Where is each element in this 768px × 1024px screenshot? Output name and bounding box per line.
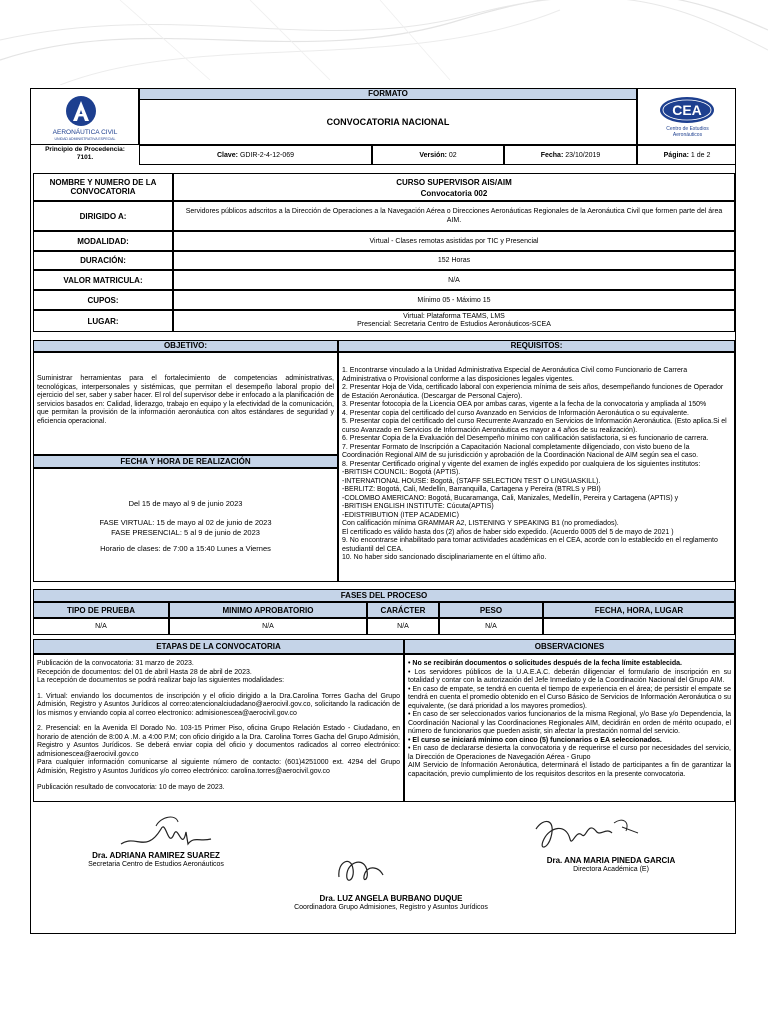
- observacion-text: En caso de empate, se tendrá en cuenta el tiempo de experiencia en el área; de persistir el empate se tendrá en cuenta el promedio obtenido en el Curso Básico de Servicios de Información Aeronáutica o su equivalente, (se dará prioridad a los mayores promedios).: [408, 685, 731, 710]
- horario-clases: Horario de clases: de 7:00 a 15:40 Lunes a Viernes: [100, 544, 271, 553]
- dirigido-value: Servidores públicos adscritos a la Dirección de Operaciones a la Navegación Aérea o Direcciones Aeronáuticas Regionales de la Aeronáutica Civil que formen parte del área AIM.: [173, 201, 735, 231]
- observacion-text: AIM Servicio de Información Aeronáutica, determinará el listado de participantes a fin de garantizar la capacitación, previo cumplimiento de los requisitos descritos en la presente convocatoria.: [408, 762, 731, 778]
- etapa-modalidades: La recepción de documentos se podrá realizar bajo las siguientes modalidades:: [37, 677, 285, 684]
- cupos-label: CUPOS:: [33, 290, 173, 310]
- fases-value-peso: N/A: [439, 618, 543, 635]
- etapas-title: ETAPAS DE LA CONVOCATORIA: [33, 639, 404, 654]
- observacion-text: En caso de ser seleccionados varios funcionarios de la misma Regional, y/o Base y/o Dependencia, la Coordinación Nacional y las Coordinaciones Regionales AIM, decidirán en orden de mérito ocupado, el número de funcionarios que pueden asistir, sin afectar la prestación normal del servicio.: [408, 711, 731, 735]
- requisito-item: 4. Presentar copia del certificado del curso Avanzado en Servicios de Información Aeronáutica o su equivalente.: [342, 409, 689, 417]
- clave-cell: [139, 145, 372, 165]
- valor-label: VALOR MATRICULA:: [33, 270, 173, 290]
- fases-header-fecha: FECHA, HORA, LUGAR: [543, 602, 735, 618]
- observacion-text: No se recibirán documentos o solicitudes después de la fecha límite establecida.: [412, 660, 682, 667]
- etapa-virtual: 1. Virtual: enviando los documentos de inscripción y el oficio dirigido a la Dra.Carolina Torres Gacha del Grupo Admisión, Registro y Asuntos Jurídicos al correo:atencionalciudadano@aerocivil.gov.co, solicitando la radicación de los mismos y enviando copia al correo electronico: admisionescea@aerocivil.gov.co: [37, 692, 400, 717]
- cea-logo-acronym: CEA: [672, 102, 702, 118]
- fecha-realizacion-title: FECHA Y HORA DE REALIZACIÓN: [33, 455, 338, 468]
- firma-burbano-name: Dra. LUZ ANGELA BURBANO DUQUE: [319, 894, 463, 903]
- objetivo-text: Suministrar herramientas para el fortalecimiento de competencias administrativas, tecnológicas, interpersonales y sistémicas, que permitan el desempeño laboral propio del ejercicio del ser, saber y saber hacer. El rol del supervisor debe ir enfocado a la planificación de servicios basados en: Calidad, liderazgo, trabajo en equipo y la efectividad de la comunicación, que permitan la provisión de la información aeronáutica con altos estándares de seguridad y eficiencia operacional.: [33, 352, 338, 455]
- fecha-label: Fecha:: [540, 151, 564, 159]
- fases-header-tipo: TIPO DE PRUEBA: [33, 602, 169, 618]
- requisito-item: 3. Presentar fotocopia de la Licencia OEA por ambas caras, vigente a la fecha de la convocatoria y ampliada al 150%: [342, 401, 707, 408]
- lugar-presencial: Presencial: Secretaria Centro de Estudios Aeronáuticos-SCEA: [357, 321, 551, 328]
- observaciones-cell: [404, 654, 735, 802]
- observacion-item: • No se recibirán documentos o solicitudes después de la fecha límite establecida.: [408, 660, 682, 667]
- principio-cell: [31, 145, 139, 165]
- etapa-presencial: 2. Presencial: en la Avenida El Dorado No. 103-15 Primer Piso, oficina Grupo Relación Estado - Ciudadano, en horario de atención de 8:00 A .M. a 4:00 P.M; con oficio dirigido a la Dra. Carolina Torres Gacha del Grupo Admisión, Registro y Asuntos Jurídicos. Se deberá enviar copia del oficio y documentos radicados al correo electrónico: admisionescea@aerocivil.gov.co: [37, 725, 400, 758]
- principio-label: Principio de Procedencia:: [45, 146, 125, 153]
- signature-burbano-icon: [331, 847, 391, 889]
- curso-cell: [173, 173, 735, 201]
- requisito-item: 5. Presentar copia del certificado del curso Recurrente Avanzado en Servicios de Información Aeronáutica. (Esto aplica.Si el curso Avanzado en Servicios de Información Aeronáutica es mayor a 4 años de su realización).: [342, 418, 727, 434]
- observacion-item: • El curso se iniciará mínimo con cinco (5) funcionarios o EA seleccionados.: [408, 736, 662, 744]
- requisito-item: 1. Encontrarse vinculado a la Unidad Administrativa Especial de Aeronáutica Civil como Funcionario de Carrera Administrativa o Provisional conforme a las disposiciones legales vigentes.: [342, 367, 688, 383]
- requisito-item: 9. No encontrarse inhabilitado para tomar actividades académicas en el CEA, acorde con lo establecido en el reglamento estudiantil del CEA.: [342, 537, 718, 553]
- requisito-item: -BRITISH ENGLISH INSTITUTE: Cúcuta(APTIS): [342, 503, 494, 510]
- formato-label: FORMATO: [139, 89, 637, 100]
- version-label: Versión:: [419, 151, 447, 159]
- version-cell: [372, 145, 504, 165]
- requisito-item: 2. Presentar Hoja de Vida, certificado laboral con experiencia mínima de seis años, desempeñando funciones de Operador de Estación Aeronáutica. (Descargar de Personal Cajero).: [342, 384, 724, 400]
- cea-logo-line2: Aeronáuticos: [672, 132, 703, 138]
- requisito-item: Con calificación mínima GRAMMAR A2, LISTENING Y SPEAKING B1 (no promediados).: [342, 520, 619, 527]
- principio-value: 7101.: [76, 154, 94, 161]
- requisito-item: -COLOMBO AMERICANO: Bogotá, Bucaramanga, Cali, Manizales, Medellín, Pereira y Cartagena (APTIS) y: [342, 494, 679, 502]
- convocatoria-number: Convocatoria 002: [420, 189, 488, 198]
- fecha-rango: Del 15 de mayo al 9 de junio 2023: [128, 499, 243, 508]
- lugar-virtual: Virtual: Plataforma TEAMS, LMS: [403, 313, 505, 320]
- firma-ramirez-role: Secretaria Centro de Estudios Aeronáuticos: [88, 861, 224, 868]
- etapa-contacto: Para cualquier información comunicarse al siguiente número de contacto: (601)4251000 ext. 4294 del Grupo Admisión, Registro y Asuntos Jurídicos y/o correo electrónico: carolina.torres@aerocivil.gov.co: [37, 759, 400, 775]
- signature-pineda-icon: [526, 809, 646, 859]
- fecha-realizacion-cell: [33, 468, 338, 582]
- requisito-item: 7. Presentar Formato de Inscripción a Capacitación Nacional completamente diligenciado, con visto bueno de la Coordinación Regional AIM de su jurisdicción y aprobación de la Coordinación Nacional de AIM según sea el caso.: [342, 443, 699, 459]
- requisito-item: 8. Presentar Certificado original y vigente del examen de inglés expedido por cualquiera de los siguientes institutos:: [342, 460, 701, 468]
- pagina-label: Página:: [663, 151, 689, 159]
- page-title: CONVOCATORIA NACIONAL: [139, 100, 637, 145]
- requisitos-title: REQUISITOS:: [338, 340, 735, 352]
- fases-value-tipo: N/A: [33, 618, 169, 635]
- aerocivil-logo-subtext: UNIDAD ADMINISTRATIVA ESPECIAL: [54, 137, 116, 141]
- fases-header-peso: PESO: [439, 602, 543, 618]
- fecha-cell: [504, 145, 637, 165]
- lugar-label: LUGAR:: [33, 310, 173, 332]
- firma-pineda-name: Dra. ANA MARIA PINEDA GARCIA: [546, 856, 676, 865]
- aerocivil-logo-text: AERONÁUTICA CIVIL: [52, 129, 118, 136]
- etapa-publicacion: Publicación de la convocatoria: 31 marzo de 2023.: [37, 660, 194, 667]
- left-logo-cell: [31, 89, 139, 145]
- observacion-item: • En caso de ser seleccionados varios funcionarios de la misma Regional, y/o Base y/o Dependencia, la Coordinación Nacional y las Coordinaciones Regionales AIM, decidirán en orden de mérito ocupado, el número de funcionarios que pueden asistir, sin afectar la prestación normal del servicio.: [408, 711, 731, 735]
- etapas-cell: [33, 654, 404, 802]
- requisito-item: -EDISTRIBUTION (ITEP ACADEMIC): [342, 511, 459, 519]
- cea-logo-icon: [658, 95, 716, 125]
- background-swoosh: [0, 0, 768, 85]
- modalidad-label: MODALIDAD:: [33, 231, 173, 251]
- clave-label: Clave:: [216, 151, 238, 159]
- requisito-item: 6. Presentar Copia de la Evaluación del Desempeño mínimo con calificación satisfactoria, si es funcionario de carrera.: [342, 435, 709, 442]
- fases-header-caracter: CARÁCTER: [367, 602, 439, 618]
- fases-title: FASES DEL PROCESO: [33, 589, 735, 602]
- firma-pineda-role: Directora Académica (E): [573, 866, 649, 873]
- version-value: 02: [448, 151, 457, 159]
- nombre-label: NOMBRE Y NUMERO DE LA CONVOCATORIA: [33, 173, 173, 201]
- requisito-item: -BRITISH COUNCIL: Bogotá (APTIS).: [342, 469, 461, 476]
- firma-ramirez-name: Dra. ADRIANA RAMIREZ SUAREZ: [92, 851, 220, 860]
- pagina-cell: [637, 145, 736, 165]
- etapa-resultado: Publicación resultado de convocatoria: 10 de mayo de 2023.: [37, 784, 225, 791]
- requisito-item: -INTERNATIONAL HOUSE: Bogotá, (STAFF SELECTION TEST O LINGUASKILL).: [342, 477, 601, 485]
- observacion-text: El curso se iniciará mínimo con cinco (5) funcionarios o EA seleccionados.: [412, 736, 662, 744]
- fases-header-minimo: MINIMO APROBATORIO: [169, 602, 367, 618]
- right-logo-cell: [637, 89, 736, 145]
- curso-name: CURSO SUPERVISOR AIS/AIM: [396, 178, 512, 187]
- cea-logo-line1: Centro de Estudios: [666, 126, 709, 132]
- duracion-value: 152 Horas: [173, 251, 735, 270]
- observacion-text: Los servidores públicos de la U.A.E.A.C. deberán diligenciar el formulario de inscripción en su totalidad y contar con la autorización del Jefe Inmediato y de la Coordinación Nacional del Grupo AIM.: [408, 668, 731, 684]
- valor-value: N/A: [173, 270, 735, 290]
- requisito-item: -BERLITZ: Bogotá, Cali, Medellin, Barranquilla, Cartagena y Pereira (BTRLS y PBI): [342, 486, 601, 493]
- document-frame: [30, 88, 736, 934]
- observacion-item: • Los servidores públicos de la U.A.E.A.C. deberán diligenciar el formulario de inscripción en su totalidad y contar con la autorización del Jefe Inmediato y de la Coordinación Nacional del Grupo AIM.: [408, 668, 731, 684]
- requisito-item: 10. No haber sido sancionado disciplinariamente en el último año.: [342, 554, 547, 561]
- dirigido-label: DIRIGIDO A:: [33, 201, 173, 231]
- fase-virtual: FASE VIRTUAL: 15 de mayo al 02 de junio de 2023: [99, 518, 272, 527]
- aerocivil-logo-icon: [63, 95, 99, 127]
- fecha-value: 23/10/2019: [565, 151, 601, 159]
- requisito-item: El certificado es válido hasta dos (2) años de haber sido expedido. (Acuerdo 0005 del 5 de mayo de 2021 ): [342, 528, 674, 536]
- requisitos-list: [338, 352, 735, 582]
- lugar-cell: [173, 310, 735, 332]
- duracion-label: DURACIÓN:: [33, 251, 173, 270]
- observaciones-title: OBSERVACIONES: [404, 639, 735, 654]
- fases-value-minimo: N/A: [169, 618, 367, 635]
- etapa-recepcion: Recepción de documentos: del 01 de abril Hasta 28 de abril de 2023.: [37, 668, 252, 676]
- fases-value-caracter: N/A: [367, 618, 439, 635]
- cupos-value: Mínimo 05 - Máximo 15: [173, 290, 735, 310]
- objetivo-title: OBJETIVO:: [33, 340, 338, 352]
- observacion-text: En caso de declararse desierta la convocatoria y de requerirse el curso por necesidades del servicio, la Dirección de Operaciones de Navegación Aérea - Grupo: [408, 745, 731, 761]
- modalidad-value: Virtual - Clases remotas asistidas por TIC y Presencial: [173, 231, 735, 251]
- pagina-value: 1 de 2: [690, 151, 711, 159]
- fases-value-fecha: [543, 618, 735, 635]
- observacion-item: • En caso de empate, se tendrá en cuenta el tiempo de experiencia en el área; de persistir el empate se tendrá en cuenta el promedio obtenido en el Curso Básico de Servicios de Información Aeronáutica o su equivalente, (se dará prioridad a los mayores promedios).: [408, 685, 731, 710]
- firma-burbano-role: Coordinadora Grupo Admisiones, Registro y Asuntos Jurídicos: [294, 904, 488, 911]
- clave-value: GDIR-2-4-12-069: [239, 151, 295, 159]
- observacion-item: • En caso de declararse desierta la convocatoria y de requerirse el curso por necesidades del servicio, la Dirección de Operaciones de Navegación Aérea - Grupo: [408, 745, 731, 761]
- fase-presencial: FASE PRESENCIAL: 5 al 9 de junio de 2023: [111, 528, 260, 537]
